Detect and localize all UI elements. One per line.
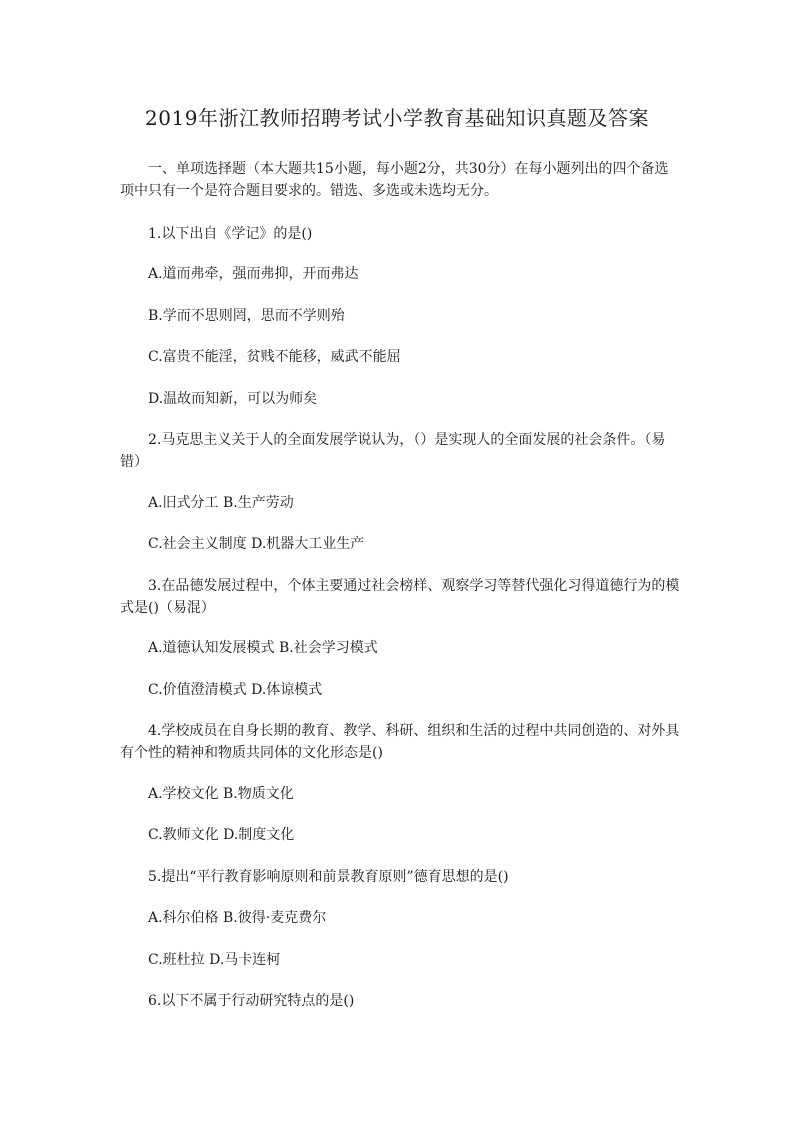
answer-option: A.旧式分工 B.生产劳动 (148, 495, 294, 511)
page-title: 2019年浙江教师招聘考试小学教育基础知识真题及答案 (145, 106, 649, 130)
answer-option: A.学校文化 B.物质文化 (148, 786, 294, 802)
answer-option: B.学而不思则罔，思而不学则殆 (148, 308, 345, 324)
answer-option: A.科尔伯格 B.彼得·麦克费尔 (148, 910, 327, 926)
question-stem: 1.以下出自《学记》的是() (148, 226, 313, 242)
answer-option: C.教师文化 D.制度文化 (148, 827, 295, 843)
answer-option: C.社会主义制度 D.机器大工业生产 (148, 536, 365, 552)
question-stem: 3.在品德发展过程中，个体主要通过社会榜样、观察学习等替代强化习得道德行为的模式是()（易混） (120, 578, 680, 616)
section-intro: 一、单项选择题（本大题共15小题，每小题2分，共30分）在每小题列出的四个备选项中只有一个是符合题目要求的。错选、多选或未选均无分。 (120, 161, 669, 199)
question-stem: 2.马克思主义关于人的全面发展学说认为，（）是实现人的全面发展的社会条件。（易错） (120, 432, 666, 470)
question-stem: 4.学校成员在自身长期的教育、教学、科研、组织和生活的过程中共同创造的、对外具有个性的精神和物质共同体的文化形态是() (120, 723, 680, 761)
answer-option: C.价值澄清模式 D.体谅模式 (148, 682, 323, 698)
question-stem: 6.以下不属于行动研究特点的是() (148, 993, 355, 1009)
answer-option: C.富贵不能淫，贫贱不能移，威武不能屈 (148, 349, 401, 365)
question-stem: 5.提出“平行教育影响原则和前景教育原则”德育思想的是() (148, 869, 509, 885)
answer-option: D.温故而知新，可以为师矣 (148, 391, 318, 407)
answer-option: A.道德认知发展模式 B.社会学习模式 (148, 640, 378, 656)
answer-option: A.道而弗牵，强而弗抑，开而弗达 (148, 266, 359, 282)
answer-option: C.班杜拉 D.马卡连柯 (148, 952, 281, 968)
